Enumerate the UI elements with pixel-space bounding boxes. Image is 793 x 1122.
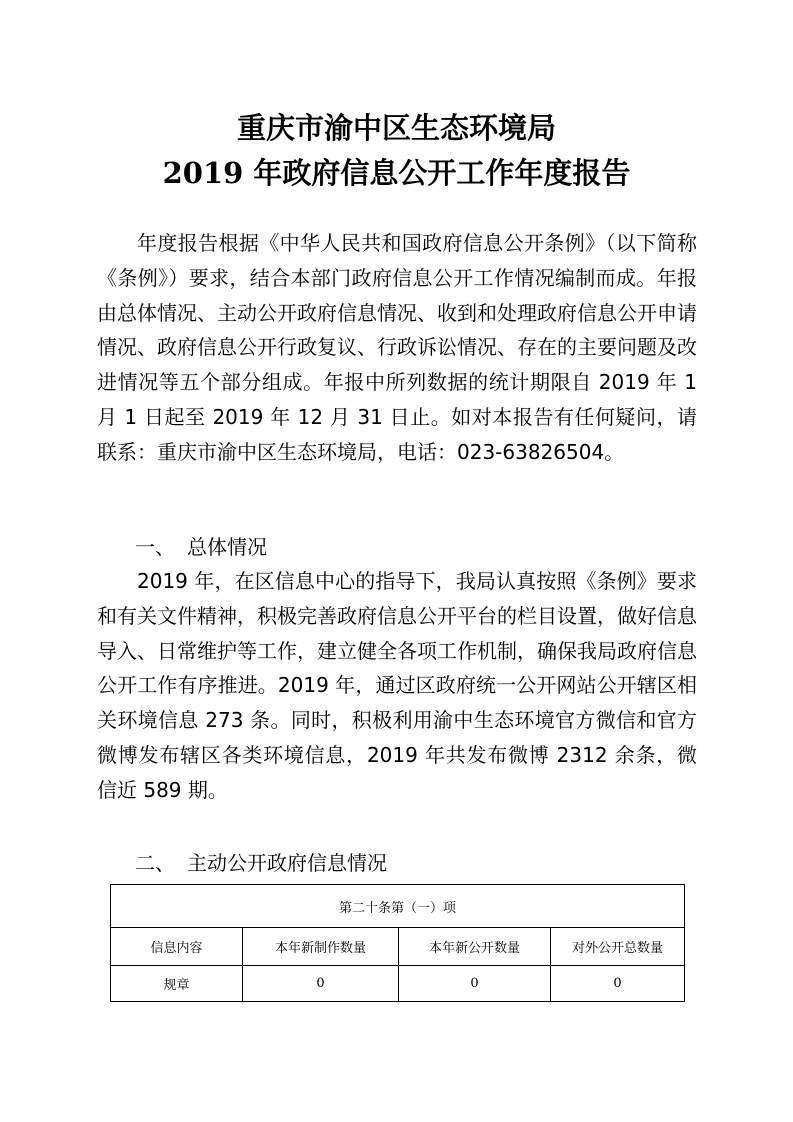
table-cell: 0 [243,966,399,1002]
table-cell: 0 [551,966,685,1002]
section-1-body: 2019 年，在区信息中心的指导下，我局认真按照《条例》要求和有关文件精神，积极完善政府信息公开平台的栏目设置，做好信息导入、日常维护等工作，建立健全各项工作机制，确保我局政府信息公开工作有序推进。2019 年，通过区政府统一公开网站公开辖区相关环境信息 273 条。同时，积极利用渝中生态环境官方微信和官方微博发布辖区各类环境信息，2019 年共发布微博 2312 余条，微信近 589 期。 [97,569,697,802]
section-1-number: 一、 [135,535,175,559]
section-1-heading [135,530,267,564]
section-1-title: 总体情况 [187,535,267,559]
table-row [111,966,685,1002]
report-title-line-1: 重庆市渝中区生态环境局 [236,111,556,145]
table-header-cell: 对外公开总数量 [551,928,685,966]
section-2-heading [135,846,387,880]
report-title-line-2: 2019 年政府信息公开工作年度报告 [162,156,631,190]
table-header-cell: 信息内容 [111,928,243,966]
table-caption-row [111,885,685,928]
table-header-cell: 本年新制作数量 [243,928,399,966]
table-header-cell: 本年新公开数量 [399,928,551,966]
intro-paragraph: 年度报告根据《中华人民共和国政府信息公开条例》（以下简称《条例》）要求，结合本部门政府信息公开工作情况编制而成。年报由总体情况、主动公开政府信息情况、收到和处理政府信息公开申请情况、政府信息公开行政复议、行政诉讼情况、存在的主要问题及改进情况等五个部分组成。年报中所列数据的统计期限自 2019 年 1 月 1 日起至 2019 年 12 月 31 日止。如对本报告有任何疑问，请联系：重庆市渝中区生态环境局，电话：023-63826504。 [97,231,697,464]
table-cell: 规章 [111,966,243,1002]
section-2-number: 二、 [135,851,175,875]
section-2-title: 主动公开政府信息情况 [187,851,387,875]
table-cell: 0 [399,966,551,1002]
disclosure-table [110,884,685,1002]
table-header-row [111,928,685,966]
table-caption: 第二十条第（一）项 [111,885,685,928]
